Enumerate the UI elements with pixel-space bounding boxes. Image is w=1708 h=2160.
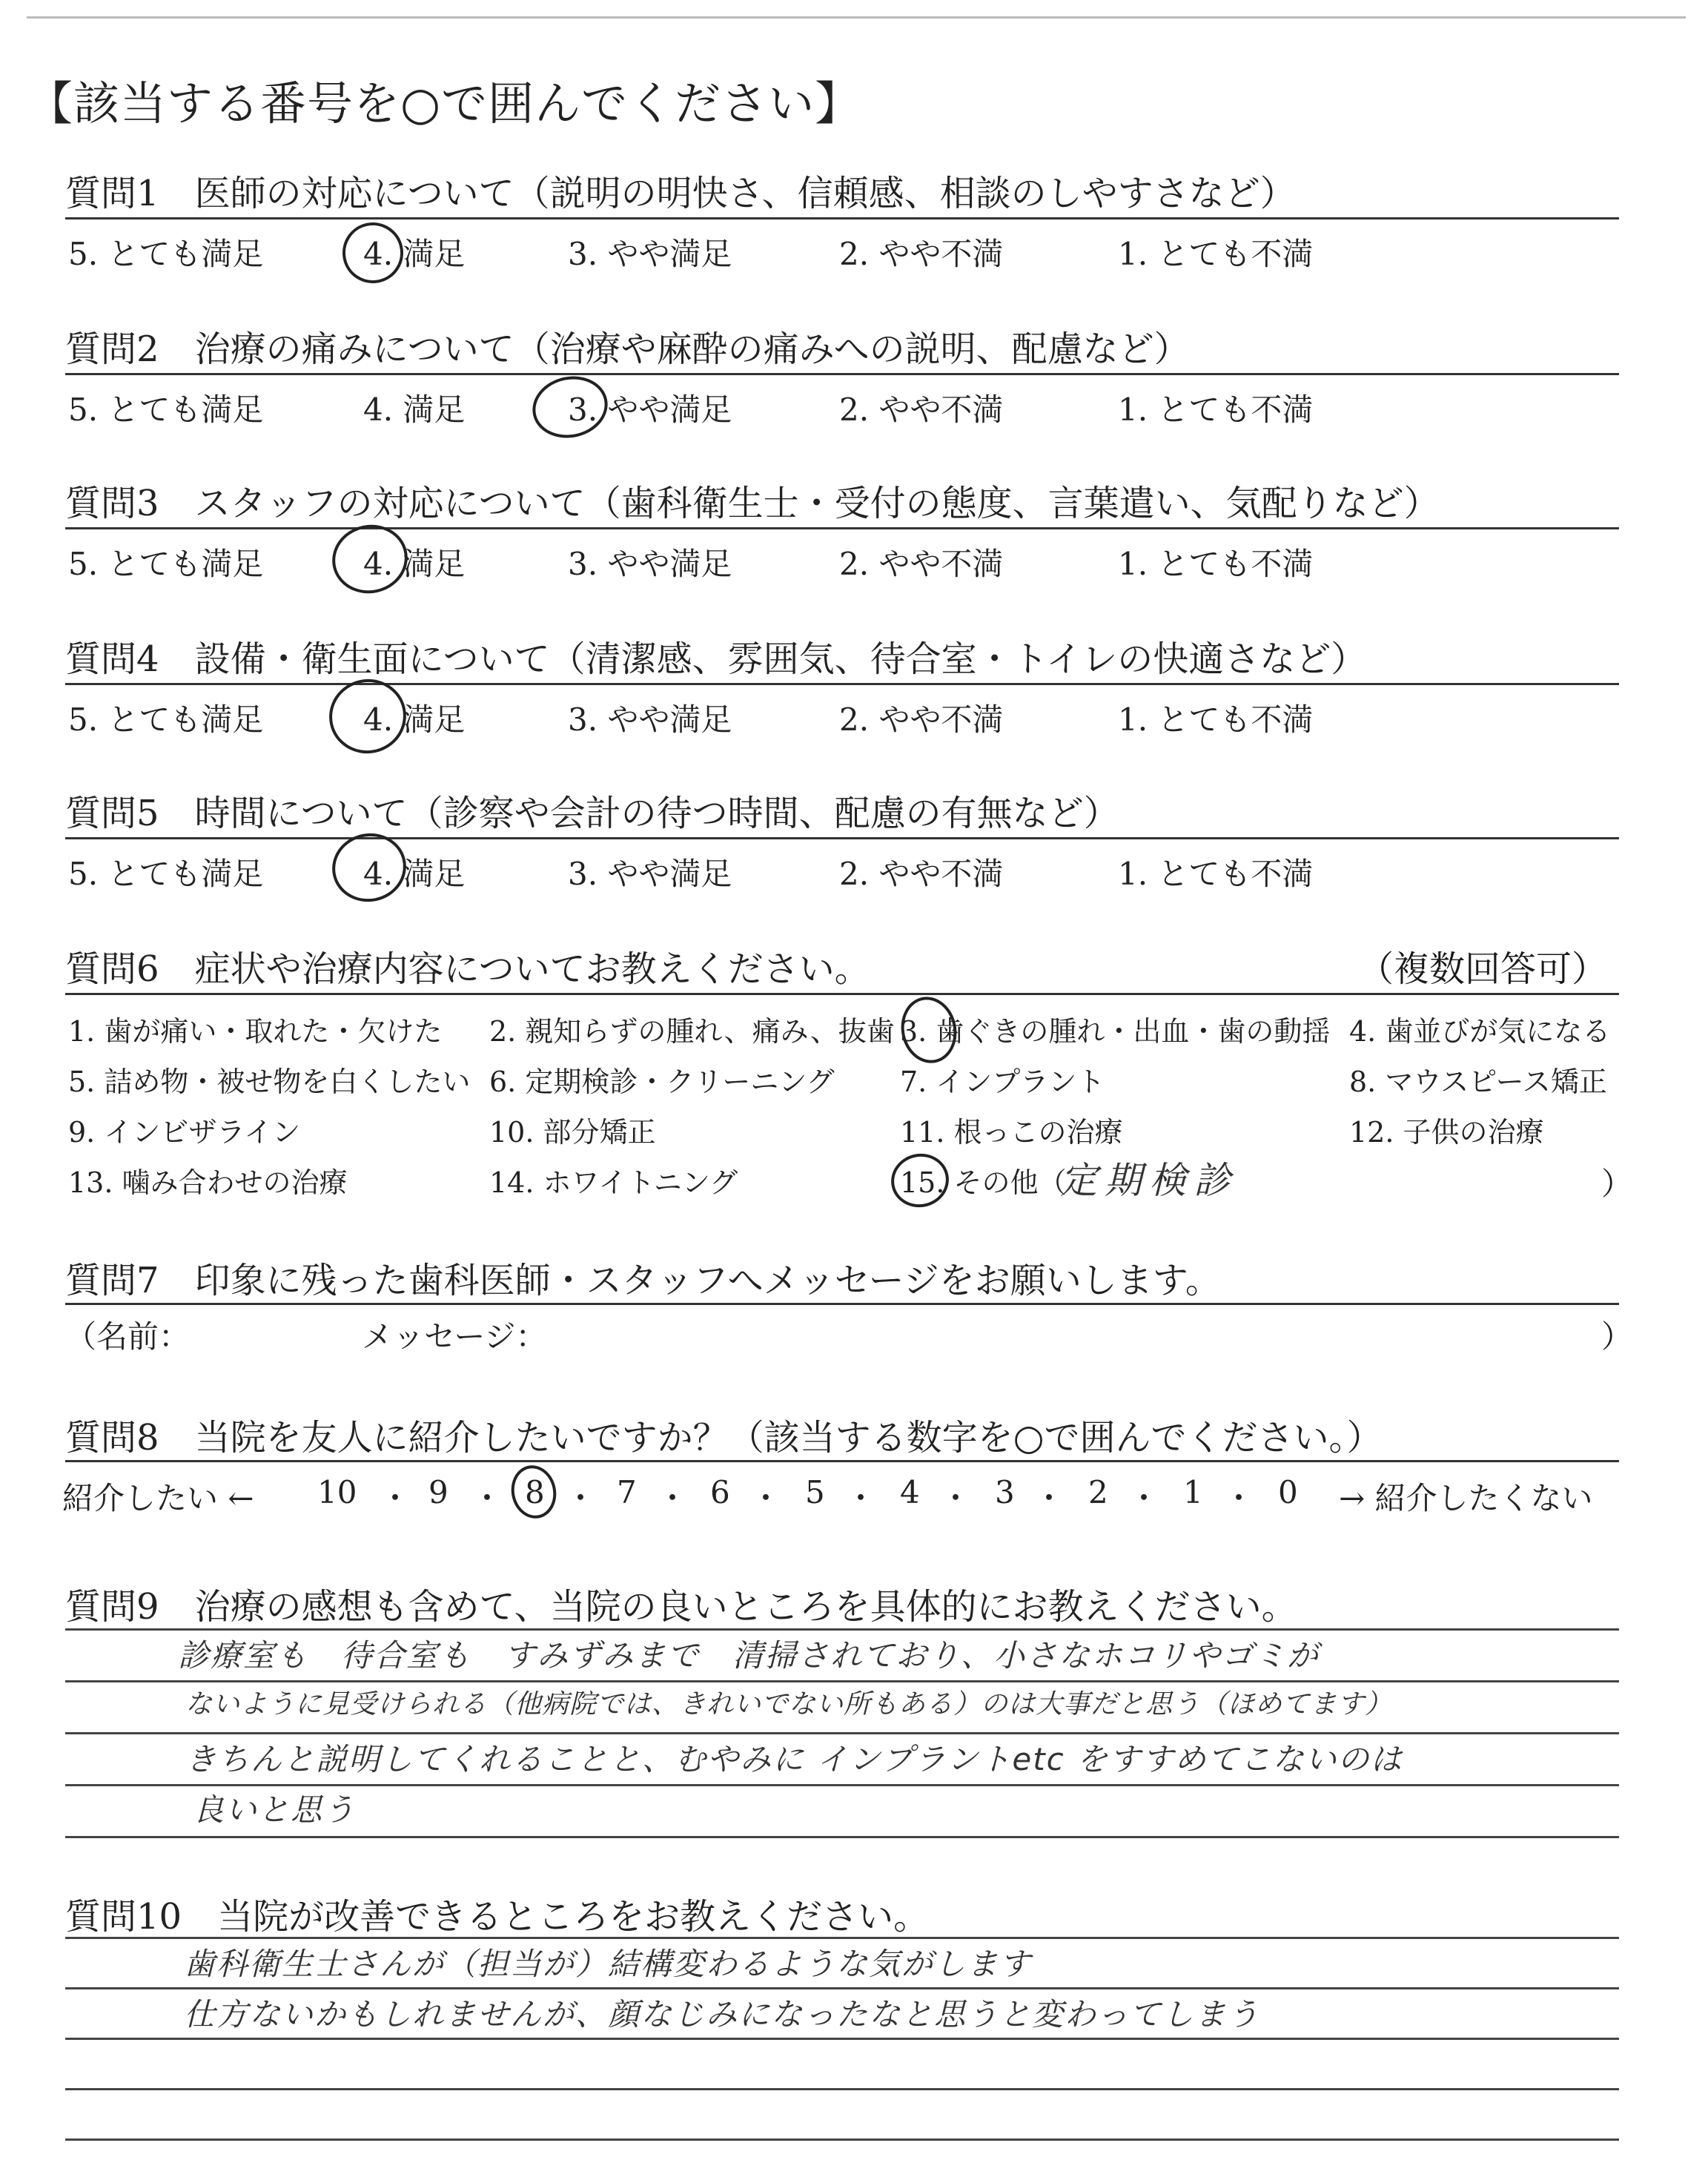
rating-option-3[interactable]: 3. やや満足: [568, 236, 732, 272]
answer-rule: [65, 1628, 1619, 1631]
answer-rule: [65, 2038, 1619, 2040]
question-number: 質問2: [65, 328, 159, 370]
question-2-title: [65, 320, 1190, 371]
symptom-option-11[interactable]: 11. 根っこの治療: [900, 1116, 1123, 1149]
question-number: 質問7: [65, 1260, 159, 1301]
rating-option-4[interactable]: 4. 満足: [363, 701, 466, 738]
symptom-option-14[interactable]: 14. ホワイトニング: [489, 1166, 738, 1199]
scale-dot: ・: [845, 1480, 877, 1516]
question-number: 質問3: [65, 483, 159, 524]
question-5-rule: [65, 837, 1619, 839]
rating-option-5[interactable]: 5. とても満足: [68, 546, 264, 582]
answer-line: 診療室も 待合室も すみずみまで 清掃されており、小さなホコリやゴミが: [178, 1637, 1320, 1674]
rating-option-1[interactable]: 1. とても不満: [1118, 236, 1314, 272]
question-7-title: [65, 1252, 1221, 1303]
scale-dot: ・: [1033, 1480, 1065, 1516]
question-2-rule: [65, 373, 1619, 375]
scale-4[interactable]: 4: [900, 1474, 920, 1510]
symptom-option-3[interactable]: 3. 歯ぐきの腫れ・出血・歯の動揺: [900, 1015, 1331, 1048]
answer-line: 歯科衛生士さんが（担当が）結構変わるような気がします: [184, 1946, 1033, 1982]
question-text: 設備・衛生面について（清潔感、雰囲気、待合室・トイレの快適さなど）: [194, 638, 1367, 680]
question-number: 質問10: [65, 1896, 182, 1938]
rating-option-2[interactable]: 2. やや不満: [839, 236, 1004, 272]
symptom-option-8[interactable]: 8. マウスピース矯正: [1349, 1066, 1607, 1098]
name-label: （名前：: [65, 1318, 191, 1355]
rating-option-5[interactable]: 5. とても満足: [68, 856, 264, 892]
rating-option-2[interactable]: 2. やや不満: [839, 856, 1004, 892]
scale-0[interactable]: 0: [1278, 1474, 1298, 1510]
question-text: 症状や治療内容についてお教えください。: [194, 948, 870, 990]
question-9-title: [65, 1578, 1297, 1629]
rating-option-2[interactable]: 2. やや不満: [839, 701, 1004, 738]
symptom-option-6[interactable]: 6. 定期検診・クリーニング: [489, 1066, 835, 1098]
rating-option-3[interactable]: 3. やや満足: [568, 546, 732, 582]
question-1-title: [65, 165, 1296, 216]
message-label: メッセージ：: [362, 1318, 547, 1355]
scale-2[interactable]: 2: [1088, 1474, 1108, 1510]
question-text: 印象に残った歯科医師・スタッフへメッセージをお願いします。: [194, 1260, 1221, 1301]
answer-rule: [65, 1836, 1619, 1838]
question-text: 治療の痛みについて（治療や麻酔の痛みへの説明、配慮など）: [194, 328, 1190, 370]
scale-1[interactable]: 1: [1183, 1474, 1203, 1510]
selection-circle: [326, 518, 414, 600]
scale-dot: ・: [1223, 1480, 1255, 1516]
rating-option-5[interactable]: 5. とても満足: [68, 392, 264, 428]
answer-line: 良いと思う: [193, 1791, 357, 1828]
close-paren: ）: [1601, 1166, 1633, 1202]
instruction-header: 【該当する番号を○で囲んでください】: [27, 76, 862, 131]
rating-option-1[interactable]: 1. とても不満: [1118, 701, 1314, 738]
symptom-option-5[interactable]: 5. 詰め物・被せ物を白くしたい: [68, 1066, 471, 1098]
rating-option-4[interactable]: 4. 満足: [363, 392, 466, 428]
scale-5[interactable]: 5: [805, 1474, 825, 1510]
answer-rule: [65, 1987, 1619, 1989]
question-8-title: [65, 1409, 1382, 1460]
scale-3[interactable]: 3: [995, 1474, 1015, 1510]
scale-10[interactable]: 10: [317, 1474, 357, 1510]
question-text: 時間について（診察や会計の待つ時間、配慮の有無など）: [194, 793, 1119, 834]
question-number: 質問8: [65, 1417, 159, 1459]
rating-option-3[interactable]: 3. やや満足: [568, 701, 732, 738]
other-handwritten-text: 定期検診: [1060, 1159, 1238, 1202]
question-number: 質問4: [65, 638, 159, 680]
question-8-rule: [65, 1460, 1619, 1462]
selection-circle: [506, 1462, 561, 1523]
question-text: 当院が改善できるところをお教えください。: [217, 1896, 930, 1938]
top-edge-line: [27, 16, 1686, 19]
scale-dot: ・: [565, 1480, 597, 1516]
symptom-option-1[interactable]: 1. 歯が痛い・取れた・欠けた: [68, 1015, 443, 1048]
symptom-option-2[interactable]: 2. 親知らずの腫れ、痛み、抜歯: [489, 1015, 895, 1048]
scale-dot: ・: [940, 1480, 972, 1516]
question-number: 質問9: [65, 1586, 159, 1628]
question-4-title: [65, 630, 1366, 681]
selection-circle: [886, 1149, 953, 1213]
question-text: 治療の感想も含めて、当院の良いところを具体的にお教えください。: [194, 1586, 1297, 1628]
rating-option-4[interactable]: 4. 満足: [363, 856, 466, 892]
scale-dot: ・: [750, 1480, 782, 1516]
question-6-title: [65, 940, 870, 991]
answer-rule: [65, 1937, 1619, 1939]
scale-7[interactable]: 7: [617, 1474, 637, 1510]
rating-option-3[interactable]: 3. やや満足: [568, 392, 732, 428]
rating-option-1[interactable]: 1. とても不満: [1118, 546, 1314, 582]
rating-option-2[interactable]: 2. やや不満: [839, 392, 1004, 428]
selection-circle: [337, 217, 408, 288]
answer-line: 仕方ないかもしれませんが、顔なじみになったなと思うと変わってしまう: [184, 1996, 1260, 2032]
symptom-option-13[interactable]: 13. 噛み合わせの治療: [68, 1166, 348, 1199]
scale-9[interactable]: 9: [428, 1474, 448, 1510]
selection-circle: [322, 672, 414, 760]
question-number: 質問1: [65, 173, 159, 214]
rating-option-4[interactable]: 4. 満足: [363, 546, 466, 582]
answer-rule: [65, 2088, 1619, 2090]
scale-8[interactable]: 8: [525, 1474, 545, 1510]
rating-option-4[interactable]: 4. 満足: [363, 236, 466, 272]
scale-6[interactable]: 6: [710, 1474, 730, 1510]
rating-option-5[interactable]: 5. とても満足: [68, 236, 264, 272]
scale-dot: ・: [471, 1480, 503, 1516]
recommend-right-label: → 紹介したくない: [1339, 1480, 1593, 1516]
symptom-option-15[interactable]: 15. その他（: [900, 1166, 1067, 1199]
rating-option-2[interactable]: 2. やや不満: [839, 546, 1004, 582]
question-3-rule: [65, 527, 1619, 529]
question-text: 医師の対応について（説明の明快さ、信頼感、相談のしやすさなど）: [194, 173, 1296, 214]
rating-option-5[interactable]: 5. とても満足: [68, 701, 264, 738]
question-4-rule: [65, 683, 1619, 685]
rating-option-1[interactable]: 1. とても不満: [1118, 856, 1314, 892]
question-7-rule: [65, 1303, 1619, 1305]
scale-dot: ・: [657, 1480, 689, 1516]
multiple-answers-note: （複数回答可）: [1358, 948, 1608, 990]
answer-rule: [65, 1680, 1619, 1682]
answer-rule: [65, 2138, 1619, 2141]
question-number: 質問5: [65, 793, 159, 834]
answer-rule: [65, 1732, 1619, 1734]
close-paren: ）: [1601, 1318, 1633, 1355]
question-10-title: [65, 1888, 929, 1939]
question-1-rule: [65, 217, 1619, 219]
selection-circle: [895, 991, 962, 1068]
question-5-title: [65, 785, 1119, 836]
symptom-option-9[interactable]: 9. インビザライン: [68, 1116, 301, 1149]
recommend-left-label: 紹介したい ←: [62, 1480, 254, 1516]
symptom-option-7[interactable]: 7. インプラント: [900, 1066, 1105, 1098]
question-number: 質問6: [65, 948, 159, 990]
scale-dot: ・: [380, 1480, 411, 1516]
answer-line: きちんと説明してくれることと、むやみに インプラントetc をすすめてこないのは: [185, 1741, 1403, 1777]
question-3-title: [65, 475, 1440, 526]
symptom-option-10[interactable]: 10. 部分矯正: [489, 1116, 656, 1149]
rating-option-1[interactable]: 1. とても不満: [1118, 392, 1314, 428]
question-text: 当院を友人に紹介したいですか？（該当する数字を○で囲んでください。）: [194, 1417, 1383, 1459]
question-6-rule: [65, 993, 1619, 995]
symptom-option-4[interactable]: 4. 歯並びが気になる: [1349, 1015, 1611, 1048]
selection-circle: [527, 369, 614, 444]
symptom-option-12[interactable]: 12. 子供の治療: [1349, 1116, 1544, 1149]
scale-dot: ・: [1128, 1480, 1160, 1516]
answer-line: ないように見受けられる（他病院では、きれいでない所もある）のは大事だと思う（ほめてます）: [185, 1689, 1393, 1720]
question-text: スタッフの対応について（歯科衛生士・受付の態度、言葉遣い、気配りなど）: [194, 483, 1440, 524]
rating-option-3[interactable]: 3. やや満足: [568, 856, 732, 892]
